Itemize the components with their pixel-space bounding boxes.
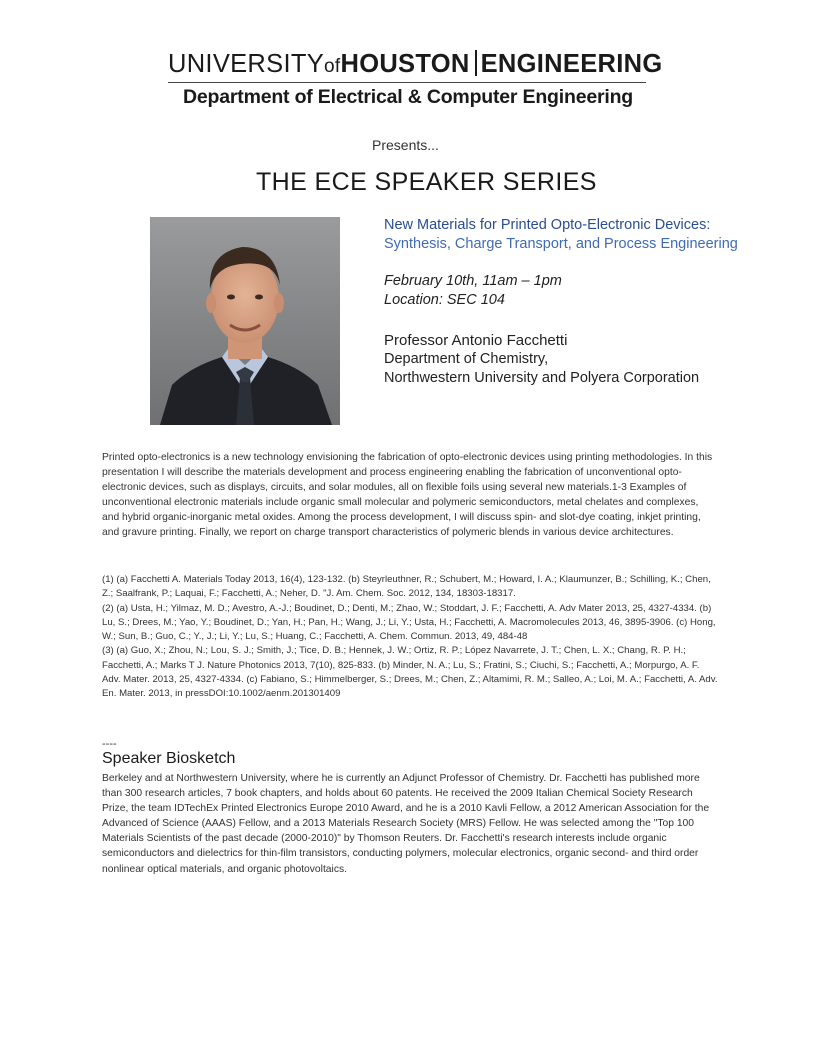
logo-divider [475, 50, 477, 76]
abstract-paragraph: Printed opto-electronics is a new technology envisioning the fabrication of opto-electronic devices using printing methodologies. In this presentation I will describe the materials development and process engineering enabling the fabrication of unconventional opto-electronic devices, such as displays, circuits, and solar modules, all on flexible foils using several new materials.1-3 Examples of unconventional electronic materials include organic small molecular and polymeric semiconductors, metal chelates and complexes, and hybrid organic-inorganic metal oxides. Among the process development, I will discuss spin- and slot-dye coating, inkjet printing, and gravure printing. Finally, we report on charge transport characteristics of polymeric blends in various device architectures. [102, 452, 713, 539]
logo-of: of [324, 56, 341, 77]
talk-title [384, 216, 738, 254]
logo-houston: HOUSTON [340, 50, 470, 78]
speaker-info [384, 331, 699, 388]
speaker-name: Professor Antonio Facchetti [384, 332, 568, 349]
logo-university: UNIVERSITY [168, 50, 325, 78]
speaker-affiliation-1: Department of Chemistry, [384, 351, 549, 367]
presents-text: Presents... [372, 137, 439, 153]
talk-schedule [384, 272, 562, 310]
reference-3: (3) (a) Guo, X.; Zhou, N.; Lou, S. J.; Smith, J.; Tice, D. B.; Hennek, J. W.; Ortiz, R. P.; López Navarrete, J. T.; Chen, L. X.; Chang, R. P. H.; Facchetti, A.; Marks T J. Nature Photonics 2013, 7(10), 825-833. (b) Minder, N. A.; Lu, S.; Fratini, S.; Ciuchi, S.; Facchetti, A.; Morpurgo, A. F. Adv. Mater. 2013, 25, 4327-4334. (c) Fabiano, S.; Himmelberger, S.; Drees, M.; Chen, Z.; Altamimi, R. M.; Salleo, A.; Loi, M. A.; Facchetti, A. Adv. En. Mater. 2013, in pressDOI:10.1002/aenm.201301409 [102, 645, 718, 700]
talk-location: Location: SEC 104 [384, 292, 505, 308]
bio-paragraph: Berkeley and at Northwestern University, where he is currently an Adjunct Professor of Chemistry. Dr. Facchetti has published more than 300 research articles, 7 book chapters, and holds about 60 patents. He received the 2009 Italian Chemical Society Research Prize, the team IDTechEx Printed Electronics Europe 2010 Award, and he is a 2010 Kavli Fellow, a 2012 American Association for the Advanced of Science (AAAS) Fellow, and a 2013 Materials Research Society (MRS) Fellow. He was selected among the "Top 100 Materials Scientists of the past decade (2000-2010)" by Thomson Reuters. Dr. Facchetti's research interests include organic semiconductors and dielectrics for thin-film transistors, conducting polymers, molecular electronics, organic second- and third order nonlinear optical materials, and organic photovoltaics. [102, 773, 710, 875]
department-name: Department of Electrical & Computer Engineering [183, 86, 634, 108]
talk-title-line2: Synthesis, Charge Transport, and Process Engineering [384, 236, 738, 252]
speaker-photo [150, 217, 340, 425]
reference-1: (1) (a) Facchetti A. Materials Today 2013, 16(4), 123-132. (b) Steyrleuthner, R.; Schubert, M.; Howard, I. A.; Klaumunzer, B.; Schilling, K.; Chen, Z.; Saalfrank, P.; Laquai, F.; Facchetti, A.; Neher, D. "J. Am. Chem. Soc. 2012, 134, 18303-18317. [102, 574, 711, 600]
talk-title-line1: New Materials for Printed Opto-Electronic Devices: [384, 217, 711, 233]
references [102, 573, 718, 702]
logo-engineering: ENGINEERING [480, 50, 663, 78]
bio-heading: Speaker Biosketch [102, 750, 236, 767]
talk-date: February 10th, 11am – 1pm [384, 273, 562, 289]
reference-2: (2) (a) Usta, H.; Yilmaz, M. D.; Avestro, A.-J.; Boudinet, D.; Denti, M.; Zhao, W.; Stoddart, J. F.; Facchetti, A. Adv Mater 2013, 25, 4327-4334. (b) Lu, S.; Drees, M.; Yao, Y.; Boudinet, D.; Yan, H.; Pan, H.; Wang, J.; Li, Y.; Usta, H.; Facchetti, A. Macromolecules 2013, 46, 3895-3906. (c) Hong, W.; Sun, B.; Guo, C.; Y., J.; Li, Y.; Lu, S.; Huang, C.; Facchetti, A. Chem. Commun. 2013, 49, 484-48 [102, 602, 716, 643]
speaker-affiliation-2: Northwestern University and Polyera Corporation [384, 370, 700, 386]
university-logo [168, 50, 663, 79]
logo-rule [168, 82, 646, 83]
separator: ---- [102, 738, 117, 750]
speaker-portrait-image [150, 217, 340, 425]
series-title: THE ECE SPEAKER SERIES [256, 168, 597, 196]
